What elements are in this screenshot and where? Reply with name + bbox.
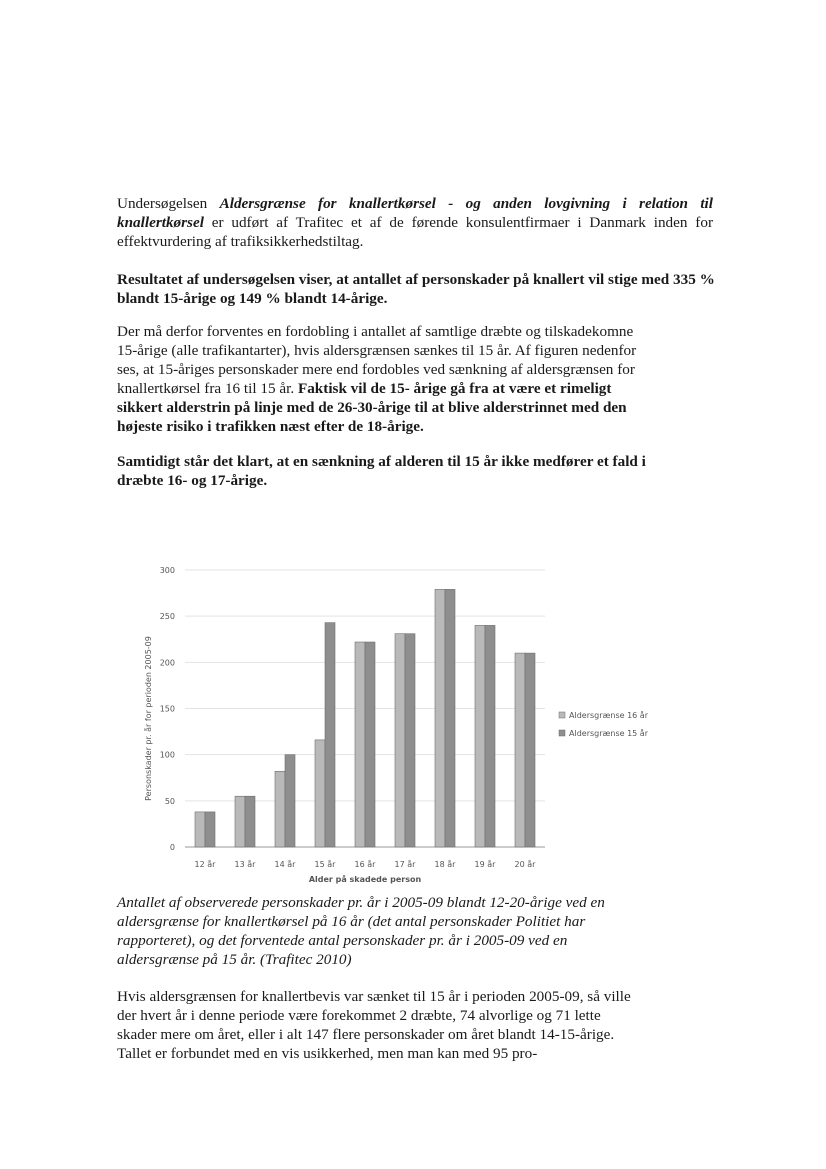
bar-age-limit-16 bbox=[195, 812, 205, 847]
body-bold-text: Faktisk vil de 15- årige gå fra at være et rimeligt sikkert alderstrin på linje med de 26-30-årige til at blive alderstrinnet med den højeste risiko i trafikken næst efter de 18-årige. bbox=[117, 380, 627, 435]
y-axis-title: Personskader pr. år for perioden 2005-09 bbox=[144, 636, 153, 801]
legend-swatch bbox=[559, 730, 565, 736]
result-paragraph: Resultatet af undersøgelsen viser, at antallet af personskader på knallert vil stige med 335 % blandt 15-årige og 149 % blandt 14-årige. bbox=[117, 271, 715, 307]
x-tick-label: 14 år bbox=[274, 860, 296, 869]
x-axis-title: Alder på skadede person bbox=[308, 875, 422, 884]
bar-age-limit-15 bbox=[405, 634, 415, 847]
figure-caption: Antallet af observerede personskader pr. år i 2005-09 blandt 12-20-årige ved en aldersgrænse for knallertkørsel på 16 år (det antal personskader Politiet har rapporteret), og det forventede antal personskader pr. år i 2005-09 ved en aldersgrænse på 15 år. (Trafitec 2010) bbox=[117, 894, 605, 968]
bar-age-limit-15 bbox=[245, 796, 255, 847]
x-tick-label: 15 år bbox=[314, 860, 336, 869]
bar-age-limit-15 bbox=[445, 589, 455, 847]
x-tick-label: 16 år bbox=[354, 860, 376, 869]
body-text: Der må derfor forventes en fordobling i antallet af samtlige dræbte og tilskadekomne 15-årige (alle trafikantarter), hvis aldersgrænsen sænkes til 15 år. Af figuren nedenfor ses, at 15-åriges personskader mere end fordobles ved sænkning af aldersgrænsen for knallertkørsel fra 16 til 15 år. bbox=[117, 323, 637, 397]
y-tick-label: 100 bbox=[159, 750, 175, 760]
bar-age-limit-16 bbox=[275, 771, 285, 847]
bar-age-limit-15 bbox=[525, 653, 535, 847]
bar-age-limit-16 bbox=[515, 653, 525, 847]
intro-paragraph bbox=[117, 194, 713, 251]
bar-chart bbox=[135, 560, 655, 890]
body-paragraph-2: Samtidigt står det klart, at en sænkning af alderen til 15 år ikke medfører et fald i dræbte 16- og 17-årige. bbox=[117, 453, 646, 489]
bar-age-limit-16 bbox=[355, 642, 365, 847]
x-tick-label: 19 år bbox=[474, 860, 496, 869]
bar-age-limit-15 bbox=[205, 812, 215, 847]
body-paragraph-3: Hvis aldersgrænsen for knallertbevis var sænket til 15 år i perioden 2005-09, så ville der hvert år i denne periode være forekommet 2 dræbte, 74 alvorlige og 71 lette skader mere om året, eller i alt 147 flere personskader om året blandt 14-15-årige. Tallet er forbundet med en vis usikkerhed, men man kan med 95 pro- bbox=[117, 988, 631, 1062]
bar-age-limit-15 bbox=[365, 642, 375, 847]
y-tick-label: 0 bbox=[169, 843, 175, 852]
y-tick-label: 250 bbox=[159, 612, 175, 622]
x-tick-label: 17 år bbox=[394, 860, 416, 869]
bar-age-limit-16 bbox=[475, 625, 485, 847]
body-paragraph-1 bbox=[117, 322, 637, 436]
bar-age-limit-15 bbox=[285, 755, 295, 847]
x-tick-label: 12 år bbox=[194, 860, 216, 869]
x-tick-label: 20 år bbox=[514, 860, 536, 869]
bar-age-limit-15 bbox=[485, 625, 495, 847]
x-tick-label: 18 år bbox=[434, 860, 456, 869]
bar-age-limit-16 bbox=[395, 634, 405, 847]
y-tick-label: 150 bbox=[159, 704, 175, 714]
legend-swatch bbox=[559, 712, 565, 718]
bar-age-limit-16 bbox=[235, 796, 245, 847]
bar-age-limit-16 bbox=[315, 740, 325, 847]
y-tick-label: 200 bbox=[159, 658, 175, 668]
y-tick-label: 50 bbox=[164, 796, 175, 806]
x-tick-label: 13 år bbox=[234, 860, 256, 869]
intro-text-end: er udført af Trafitec et af de førende konsulentfirmaer i Danmark inden for effektvurdering af trafiksikkerhedstiltag. bbox=[117, 214, 713, 250]
bar-age-limit-15 bbox=[325, 623, 335, 847]
intro-text-start: Undersøgelsen bbox=[117, 195, 220, 212]
bar-age-limit-16 bbox=[435, 589, 445, 847]
legend-label: Aldersgrænse 15 år bbox=[569, 729, 648, 738]
report-title: Aldersgrænse for knallertkørsel - og anden lovgivning i relation til knallertkørsel bbox=[117, 195, 713, 231]
legend-label: Aldersgrænse 16 år bbox=[569, 711, 648, 720]
y-tick-label: 300 bbox=[159, 566, 175, 575]
